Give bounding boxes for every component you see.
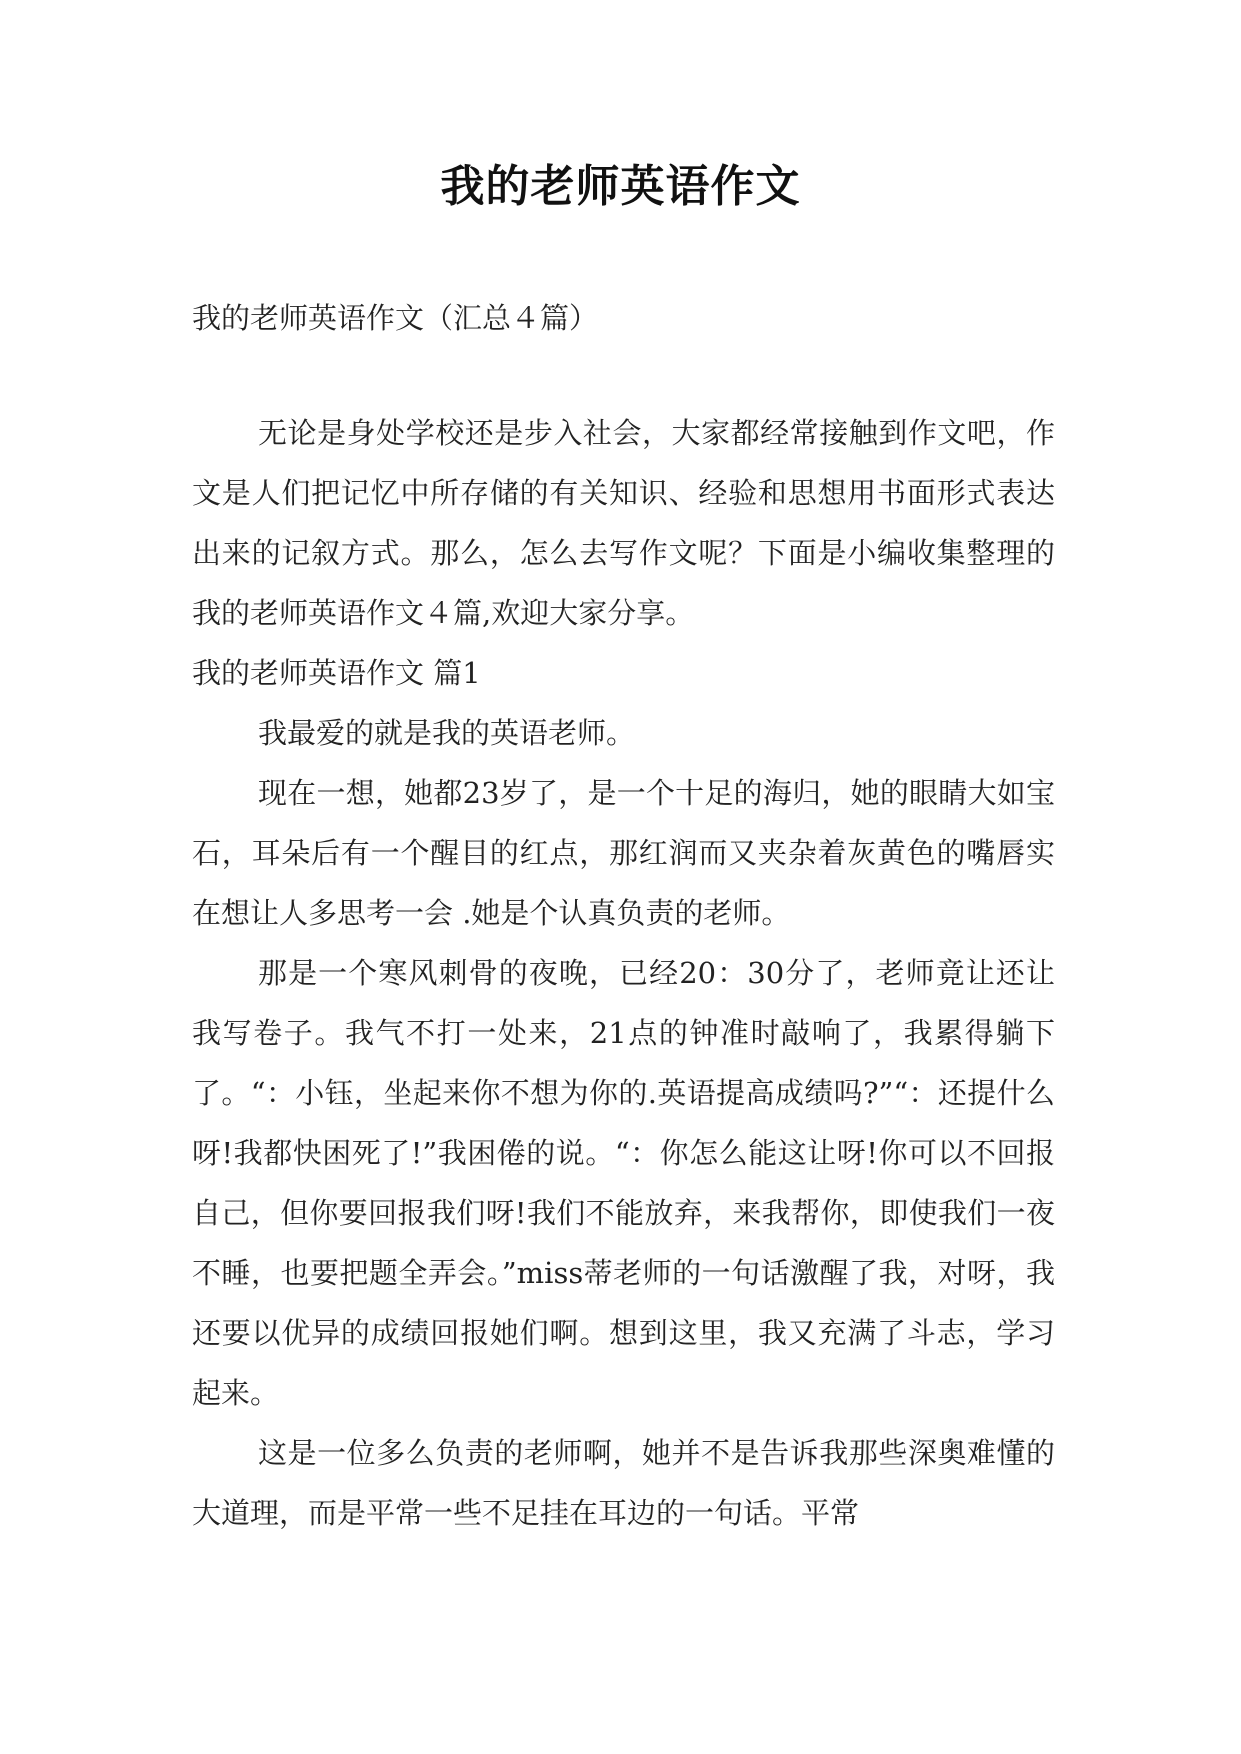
document-title: 我的老师英语作文 [440, 161, 801, 212]
body-paragraph: 那是一个寒风刺骨的夜晚，已经20：30分了，老师竟让还让我写卷子。我气不打一处来，21点的钟准时敲响了，我累得躺下了。“：小钰，坐起来你不想为你的.英语提高成绩吗?”“：还提什么呀!我都快困死了!”我困倦的说。“：你怎么能这让呀!你可以不回报自己，但你要回报我们呀!我们不能放弃，来我帮你，即使我们一夜不睡，也要把题全弄会。”miss蒂老师的一句话激醒了我，对呀，我还要以优异的成绩回报她们啊。想到这里，我又充满了斗志，学习起来。 [192, 956, 1055, 1410]
body-paragraph: 我最爱的就是我的英语老师。 [258, 716, 636, 750]
body-paragraph: 这是一位多么负责的老师啊，她并不是告诉我那些深奥难懂的大道理，而是平常一些不足挂在耳边的一句话。平常 [192, 1436, 1055, 1530]
document-body [192, 403, 1055, 1543]
section-heading: 我的老师英语作文 篇1 [192, 656, 481, 690]
document-subtitle: 我的老师英语作文（汇总４篇） [192, 301, 599, 335]
body-paragraph: 现在一想，她都23岁了，是一个十足的海归，她的眼睛大如宝石，耳朵后有一个醒目的红点，那红润而又夹杂着灰黄色的嘴唇实在想让人多思考一会 .她是个认真负责的老师。 [192, 776, 1055, 930]
intro-paragraph: 无论是身处学校还是步入社会，大家都经常接触到作文吧，作文是人们把记忆中所存储的有关知识、经验和思想用书面形式表达出来的记叙方式。那么，怎么去写作文呢？下面是小编收集整理的我的老师英语作文４篇,欢迎大家分享。 [192, 416, 1055, 630]
